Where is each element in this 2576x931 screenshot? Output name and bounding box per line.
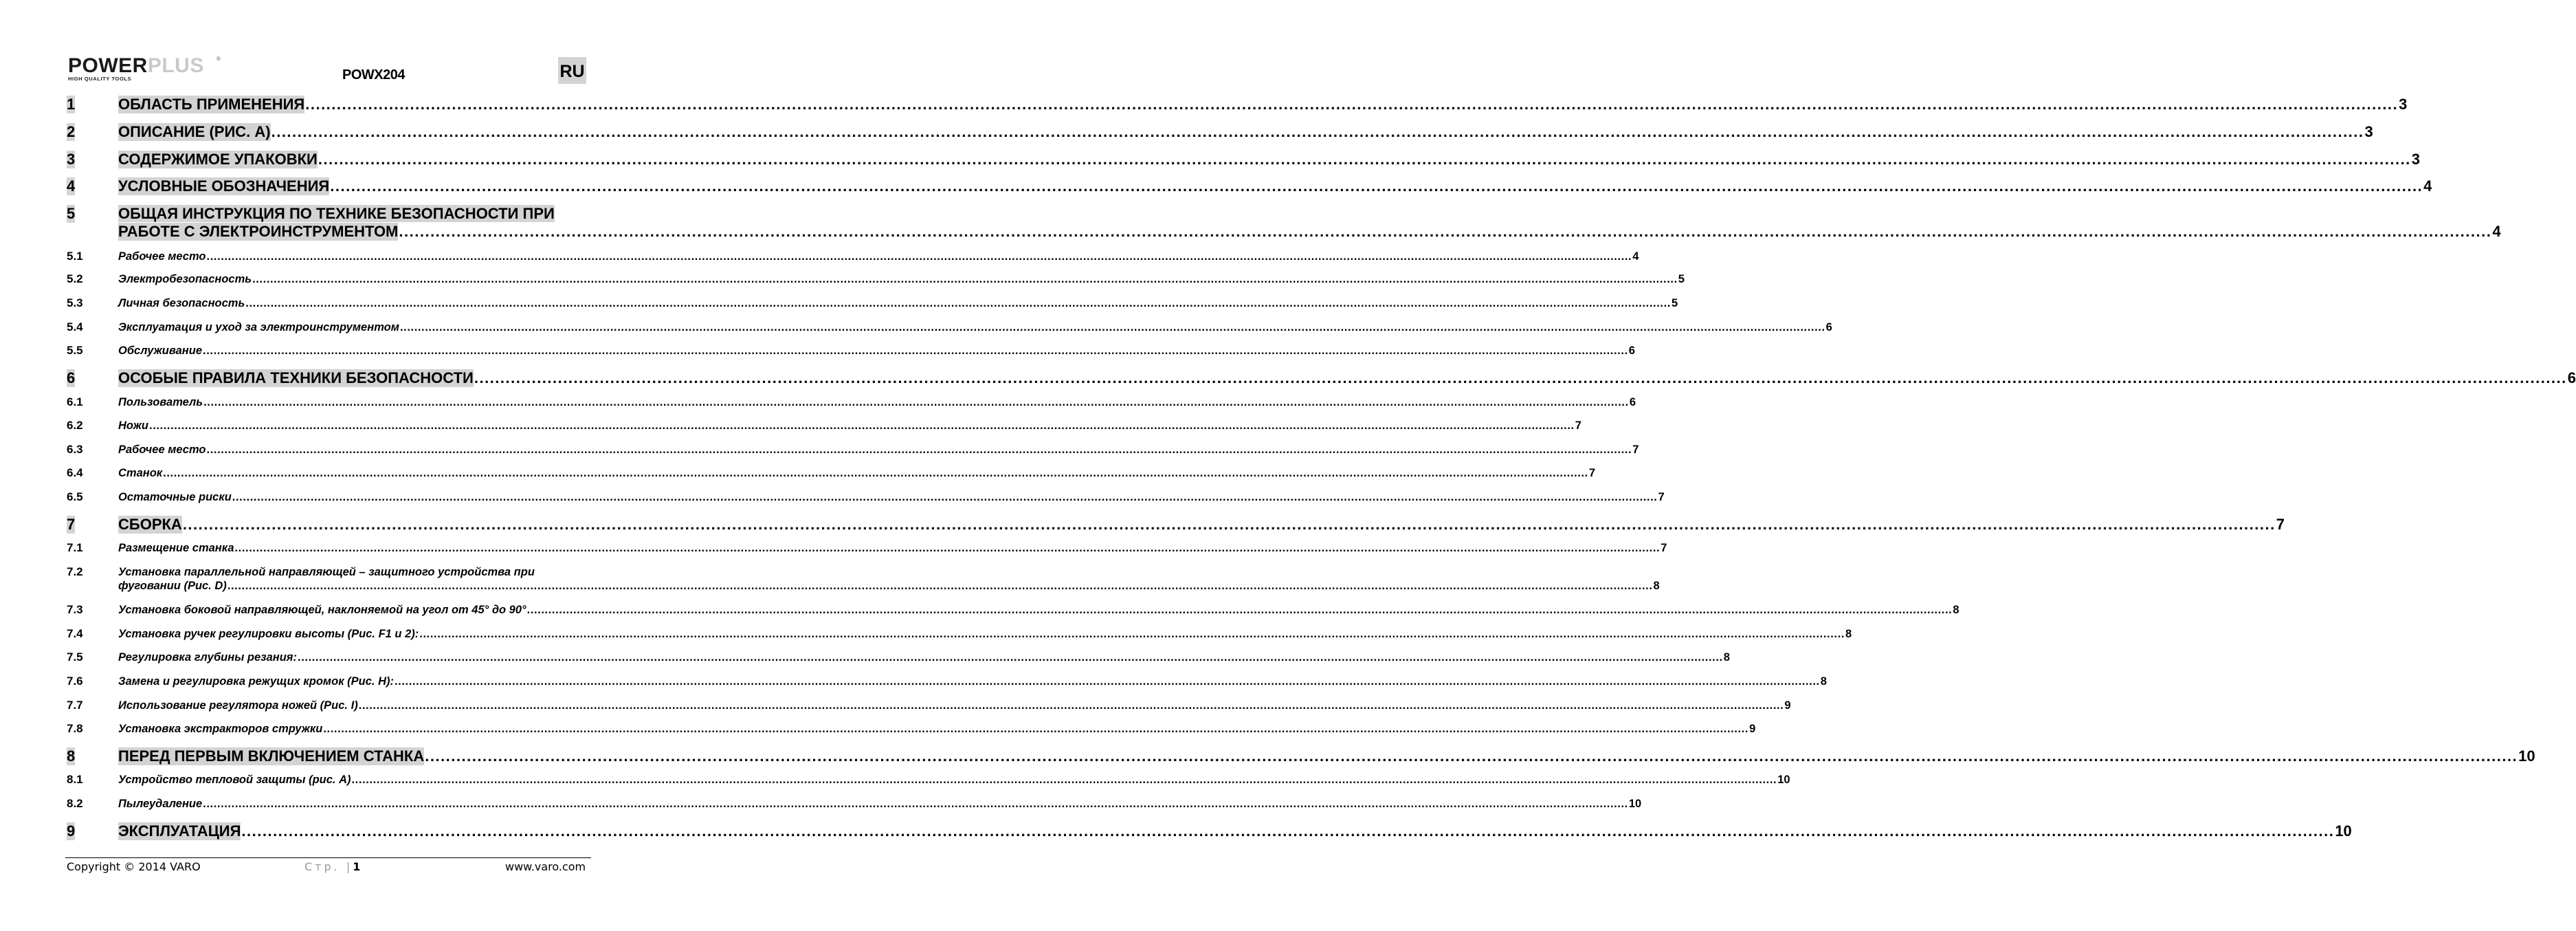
toc-entry-title xyxy=(118,344,1635,358)
model-number: POWX204 xyxy=(342,67,405,83)
toc-entry-title-text: Использование регулятора ножей (Рис. I) xyxy=(118,699,358,712)
toc-entry-number: 6.5 xyxy=(67,490,83,503)
toc-entry-title-line xyxy=(118,205,590,223)
footer-page-number: 1 xyxy=(353,860,361,873)
toc-entry-number: 6.2 xyxy=(67,419,83,432)
logo-wordmark: POWERPLUS xyxy=(68,54,204,77)
toc-entry-title-text: ОБЛАСТЬ ПРИМЕНЕНИЯ xyxy=(118,96,305,113)
toc-entry-number: 7.7 xyxy=(67,699,83,712)
toc-entry-title xyxy=(118,466,1596,480)
toc-entry-line xyxy=(118,395,1636,409)
toc-entry-number: 5.3 xyxy=(67,296,83,309)
toc-entry-8-1[interactable] xyxy=(67,773,1790,787)
toc-entry-title xyxy=(118,123,2373,141)
toc-entry-title xyxy=(118,205,2501,241)
toc-leader-dots: ................................................................................................................................................................................................................................................................................................................................................................................................................ xyxy=(358,699,1784,712)
toc-entry-line xyxy=(118,296,1678,310)
toc-entry-7-1[interactable] xyxy=(67,541,1667,555)
toc-entry-line xyxy=(118,223,2501,241)
toc-entry-9[interactable] xyxy=(67,822,2352,840)
toc-entry-title xyxy=(118,516,2285,534)
toc-entry-number: 5.2 xyxy=(67,272,83,285)
toc-entry-7-3[interactable] xyxy=(67,603,1959,617)
toc-entry-number: 7.5 xyxy=(67,650,83,664)
logo-tagline: HIGH QUALITY TOOLS xyxy=(68,76,132,82)
toc-entry-title-text: Личная безопасность xyxy=(118,297,245,309)
toc-entry-number: 5.1 xyxy=(67,250,83,263)
toc-entry-page: 10 xyxy=(1628,798,1642,810)
toc-entry-page: 8 xyxy=(1653,580,1660,592)
toc-entry-line xyxy=(118,151,2421,168)
toc-entry-7-7[interactable] xyxy=(67,699,1791,712)
toc-entry-number: 6.4 xyxy=(67,466,83,479)
toc-leader-dots: ................................................................................................................................................................................................................................................................................................................................................................................................................ xyxy=(227,580,1653,592)
toc-entry-number: 5.5 xyxy=(67,344,83,357)
toc-entry-number: 6.1 xyxy=(67,395,83,408)
toc-entry-number: 1 xyxy=(67,96,76,113)
toc-entry-title-text: ЭКСПЛУАТАЦИЯ xyxy=(118,822,241,840)
toc-entry-number: 8.2 xyxy=(67,797,83,810)
toc-entry-number: 7.2 xyxy=(67,565,83,578)
toc-entry-title xyxy=(118,419,1581,432)
toc-entry-line xyxy=(118,320,1832,334)
language-badge: RU xyxy=(558,57,586,84)
toc-entry-line xyxy=(118,699,1791,712)
toc-entry-title xyxy=(118,541,1667,555)
toc-leader-dots: ................................................................................................................................................................................................................................................................................................................................................................................................................ xyxy=(203,344,1628,357)
toc-entry-line xyxy=(118,419,1581,432)
toc-entry-5-4[interactable] xyxy=(67,320,1832,334)
toc-entry-title xyxy=(118,272,1685,286)
toc-entry-number: 4 xyxy=(67,177,76,195)
toc-entry-page: 9 xyxy=(1784,699,1791,712)
registered-mark: ® xyxy=(216,56,221,62)
toc-entry-line xyxy=(118,579,1660,593)
toc-entry-page: 6 xyxy=(2567,369,2576,386)
toc-entry-title-text: ПЕРЕД ПЕРВЫМ ВКЛЮЧЕНИЕМ СТАНКА xyxy=(118,747,425,765)
toc-entry-title-text: РАБОТЕ С ЭЛЕКТРОИНСТРУМЕНТОМ xyxy=(118,223,399,240)
toc-entry-8-2[interactable] xyxy=(67,797,1642,811)
toc-entry-number: 5 xyxy=(67,205,76,222)
toc-entry-line xyxy=(118,822,2352,840)
toc-entry-7-6[interactable] xyxy=(67,675,1827,688)
toc-leader-dots: ................................................................................................................................................................................................................................................................................................................................................................................................................ xyxy=(526,604,1953,616)
toc-entry-title xyxy=(118,603,1959,617)
toc-leader-dots: ................................................................................................................................................................................................................................................................................................................................................................................................................ xyxy=(318,151,2411,168)
toc-entry-title xyxy=(118,443,1639,457)
toc-entry-title xyxy=(118,320,1832,334)
toc-entry-number: 7 xyxy=(67,516,76,533)
toc-entry-number: 7.8 xyxy=(67,722,83,735)
toc-entry-line xyxy=(118,797,1642,811)
toc-entry-page: 7 xyxy=(1661,542,1667,554)
toc-entry-8[interactable] xyxy=(67,747,2535,765)
toc-leader-dots: ................................................................................................................................................................................................................................................................................................................................................................................................................ xyxy=(399,223,2492,240)
toc-entry-7-5[interactable] xyxy=(67,650,1730,664)
toc-entry-title-text: ОСОБЫЕ ПРАВИЛА ТЕХНИКИ БЕЗОПАСНОСТИ xyxy=(118,369,474,386)
toc-entry-title xyxy=(118,722,1756,736)
toc-entry-number: 9 xyxy=(67,822,76,840)
toc-entry-title-text: Остаточные риски xyxy=(118,491,232,503)
toc-entry-title-text: УСЛОВНЫЕ ОБОЗНАЧЕНИЯ xyxy=(118,177,330,195)
toc-entry-5-2[interactable] xyxy=(67,272,1685,286)
toc-entry-page: 3 xyxy=(2399,96,2408,113)
toc-entry-title-line xyxy=(118,565,590,579)
toc-entry-title-text: ОБЩАЯ ИНСТРУКЦИЯ ПО ТЕХНИКЕ БЕЗОПАСНОСТИ ПРИ xyxy=(118,205,555,222)
toc-entry-line xyxy=(118,443,1639,457)
toc-entry-title-text: Станок xyxy=(118,467,163,479)
toc-entry-number: 6.3 xyxy=(67,443,83,456)
toc-entry-4[interactable] xyxy=(67,177,2432,195)
toc-entry-title-text: Рабочее место xyxy=(118,443,206,456)
toc-entry-line xyxy=(118,272,1685,286)
toc-entry-page: 7 xyxy=(1632,443,1639,456)
toc-leader-dots: ................................................................................................................................................................................................................................................................................................................................................................................................................ xyxy=(206,443,1632,456)
toc-entry-7-8[interactable] xyxy=(67,722,1756,736)
toc-leader-dots: ................................................................................................................................................................................................................................................................................................................................................................................................................ xyxy=(474,369,2567,386)
toc-entry-number: 7.3 xyxy=(67,603,83,616)
toc-entry-page: 6 xyxy=(1629,396,1636,408)
toc-leader-dots: ................................................................................................................................................................................................................................................................................................................................................................................................................ xyxy=(330,177,2423,195)
toc-entry-page: 8 xyxy=(1845,628,1852,640)
toc-entry-number: 7.6 xyxy=(67,675,83,688)
toc-entry-page: 7 xyxy=(1588,467,1596,479)
toc-entry-title-text: Эксплуатация и уход за электроинструментом xyxy=(118,321,399,333)
toc-leader-dots: ................................................................................................................................................................................................................................................................................................................................................................................................................ xyxy=(252,273,1678,285)
toc-leader-dots: ................................................................................................................................................................................................................................................................................................................................................................................................................ xyxy=(234,542,1661,554)
toc-entry-7[interactable] xyxy=(67,516,2285,534)
toc-leader-dots: ................................................................................................................................................................................................................................................................................................................................................................................................................ xyxy=(245,297,1671,309)
toc-entry-number: 3 xyxy=(67,151,76,168)
toc-entry-page: 5 xyxy=(1678,273,1685,285)
toc-leader-dots: ................................................................................................................................................................................................................................................................................................................................................................................................................ xyxy=(419,628,1845,640)
toc-entry-page: 8 xyxy=(1953,604,1959,616)
toc-leader-dots: ................................................................................................................................................................................................................................................................................................................................................................................................................ xyxy=(271,123,2364,140)
toc-entry-title xyxy=(118,565,1660,593)
toc-entry-title-text: ОПИСАНИЕ (РИС. A) xyxy=(118,123,271,140)
toc-entry-title-text: Электробезопасность xyxy=(118,273,252,285)
toc-entry-6[interactable] xyxy=(67,369,2576,387)
toc-entry-title xyxy=(118,699,1791,712)
toc-entry-page: 3 xyxy=(2364,123,2373,140)
toc-entry-title xyxy=(118,369,2576,387)
toc-leader-dots: ................................................................................................................................................................................................................................................................................................................................................................................................................ xyxy=(298,651,1723,664)
toc-leader-dots: ................................................................................................................................................................................................................................................................................................................................................................................................................ xyxy=(163,467,1588,479)
toc-entry-page: 5 xyxy=(1671,297,1678,309)
toc-entry-6-4[interactable] xyxy=(67,466,1596,480)
toc-entry-title xyxy=(118,177,2432,195)
toc-entry-number: 7.1 xyxy=(67,541,83,554)
footer-page-label: Стр. | xyxy=(304,860,353,873)
toc-entry-line xyxy=(118,675,1827,688)
toc-entry-title xyxy=(118,250,1639,263)
toc-entry-page: 10 xyxy=(2518,747,2535,765)
toc-entry-line xyxy=(118,650,1730,664)
footer-page xyxy=(304,860,360,873)
toc-leader-dots: ................................................................................................................................................................................................................................................................................................................................................................................................................ xyxy=(149,419,1575,432)
footer-website[interactable]: www.varo.com xyxy=(505,860,586,873)
toc-entry-title-text: Размещение станка xyxy=(118,542,234,554)
toc-entry-line xyxy=(118,516,2285,534)
toc-entry-page: 6 xyxy=(1825,321,1832,333)
toc-entry-number: 8.1 xyxy=(67,773,83,786)
footer-copyright: Copyright © 2014 VARO xyxy=(67,860,201,873)
toc-entry-title xyxy=(118,675,1827,688)
toc-entry-title xyxy=(118,822,2352,840)
toc-entry-line xyxy=(118,490,1665,504)
toc-entry-line xyxy=(118,603,1959,617)
toc-entry-1[interactable] xyxy=(67,96,2408,113)
toc-entry-page: 3 xyxy=(2411,151,2421,168)
toc-leader-dots: ................................................................................................................................................................................................................................................................................................................................................................................................................ xyxy=(305,96,2399,113)
footer-divider xyxy=(65,857,591,858)
toc-entry-number: 5.4 xyxy=(67,320,83,333)
toc-entry-title xyxy=(118,96,2408,113)
toc-entry-title-text: Замена и регулировка режущих кромок (Рис. H): xyxy=(118,675,394,688)
toc-entry-line xyxy=(118,627,1852,641)
toc-entry-5[interactable] xyxy=(67,205,2501,241)
toc-entry-title-text: СБОРКА xyxy=(118,516,182,533)
toc-leader-dots: ................................................................................................................................................................................................................................................................................................................................................................................................................ xyxy=(203,396,1629,408)
toc-entry-page: 7 xyxy=(2276,516,2285,533)
toc-entry-title-text: Установка ручек регулировки высоты (Рис. F1 и 2): xyxy=(118,628,419,640)
toc-entry-line xyxy=(118,773,1790,787)
toc-entry-title-text: фуговании (Рис. D) xyxy=(118,580,227,592)
toc-entry-page: 10 xyxy=(1777,774,1790,786)
toc-leader-dots: ................................................................................................................................................................................................................................................................................................................................................................................................................ xyxy=(425,747,2518,765)
toc-entry-number: 6 xyxy=(67,369,76,386)
toc-entry-page: 4 xyxy=(2423,177,2432,195)
toc-entry-title xyxy=(118,151,2421,168)
toc-entry-line xyxy=(118,123,2373,141)
toc-leader-dots: ................................................................................................................................................................................................................................................................................................................................................................................................................ xyxy=(241,822,2335,840)
toc-entry-page: 9 xyxy=(1749,723,1756,735)
toc-entry-title xyxy=(118,747,2535,765)
toc-leader-dots: ................................................................................................................................................................................................................................................................................................................................................................................................................ xyxy=(351,774,1777,786)
toc-entry-title-text: Ножи xyxy=(118,419,149,432)
toc-entry-title-text: СОДЕРЖИМОЕ УПАКОВКИ xyxy=(118,151,318,168)
toc-entry-title-text: Устройство тепловой защиты (рис. A) xyxy=(118,774,351,786)
toc-leader-dots: ................................................................................................................................................................................................................................................................................................................................................................................................................ xyxy=(232,491,1658,503)
toc-entry-title xyxy=(118,490,1665,504)
toc-leader-dots: ................................................................................................................................................................................................................................................................................................................................................................................................................ xyxy=(395,675,1820,688)
toc-entry-7-2[interactable] xyxy=(67,565,1660,595)
toc-entry-page: 6 xyxy=(1628,344,1635,357)
toc-entry-title xyxy=(118,650,1730,664)
toc-entry-title-text: Пользователь xyxy=(118,396,203,408)
toc-entry-title-text: Установка параллельной направляющей – защитного устройства при xyxy=(118,566,535,578)
toc-entry-6-5[interactable] xyxy=(67,490,1665,504)
toc-entry-line xyxy=(118,344,1635,358)
toc-entry-line xyxy=(118,96,2408,113)
toc-leader-dots: ................................................................................................................................................................................................................................................................................................................................................................................................................ xyxy=(206,250,1632,263)
toc-entry-line xyxy=(118,369,2576,387)
toc-entry-title xyxy=(118,797,1642,811)
toc-entry-7-4[interactable] xyxy=(67,627,1852,641)
toc-entry-6-3[interactable] xyxy=(67,443,1639,457)
toc-entry-number: 2 xyxy=(67,123,76,140)
toc-entry-5-5[interactable] xyxy=(67,344,1635,358)
toc-entry-line xyxy=(118,466,1596,480)
toc-entry-line xyxy=(118,747,2535,765)
toc-entry-title-text: Установка боковой направляющей, наклоняемой на угол от 45° до 90° xyxy=(118,604,526,616)
toc-entry-page: 8 xyxy=(1820,675,1827,688)
toc-entry-6-1[interactable] xyxy=(67,395,1636,409)
toc-entry-title-text: Пылеудаление xyxy=(118,798,203,810)
toc-entry-number: 7.4 xyxy=(67,627,83,640)
toc-entry-line xyxy=(118,722,1756,736)
toc-leader-dots: ................................................................................................................................................................................................................................................................................................................................................................................................................ xyxy=(323,723,1749,735)
toc-entry-title-text: Регулировка глубины резания: xyxy=(118,651,298,664)
toc-entry-page: 4 xyxy=(2492,223,2501,240)
toc-entry-line xyxy=(118,541,1667,555)
toc-entry-line xyxy=(118,250,1639,263)
toc-entry-5-1[interactable] xyxy=(67,250,1639,263)
toc-leader-dots: ................................................................................................................................................................................................................................................................................................................................................................................................................ xyxy=(399,321,1825,333)
toc-leader-dots: ................................................................................................................................................................................................................................................................................................................................................................................................................ xyxy=(203,798,1628,810)
toc-leader-dots: ................................................................................................................................................................................................................................................................................................................................................................................................................ xyxy=(182,516,2276,533)
toc-entry-title-text: Рабочее место xyxy=(118,250,206,263)
toc-entry-page: 4 xyxy=(1632,250,1639,263)
toc-entry-line xyxy=(118,177,2432,195)
toc-entry-number: 8 xyxy=(67,747,76,765)
toc-entry-2[interactable] xyxy=(67,123,2373,141)
toc-entry-page: 7 xyxy=(1575,419,1581,432)
toc-entry-5-3[interactable] xyxy=(67,296,1678,310)
toc-entry-title xyxy=(118,296,1678,310)
toc-entry-6-2[interactable] xyxy=(67,419,1581,432)
toc-entry-page: 8 xyxy=(1723,651,1730,664)
toc-entry-title xyxy=(118,627,1852,641)
toc-entry-title xyxy=(118,395,1636,409)
toc-entry-page: 10 xyxy=(2335,822,2352,840)
toc-entry-title xyxy=(118,773,1790,787)
toc-entry-title-text: Установка экстракторов стружки xyxy=(118,723,323,735)
toc-entry-3[interactable] xyxy=(67,151,2421,168)
toc-entry-title-text: Обслуживание xyxy=(118,344,203,357)
toc-entry-page: 7 xyxy=(1658,491,1665,503)
